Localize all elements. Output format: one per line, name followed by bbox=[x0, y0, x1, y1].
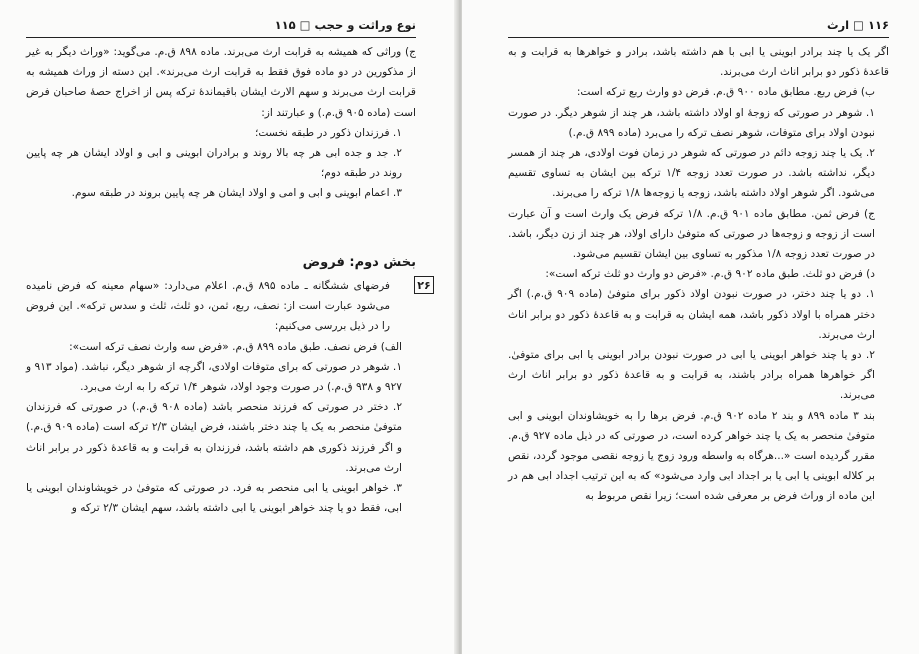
list-item: ۲. دختر در صورتی که فرزند منحصر باشد (ماده ۹۰۸ ق.م.) در صورتی که فرزندان متوفیٰ منحصر به یک یا چند دختر باشند، فرض ایشان ۲/۳ ترکه است (ماده ۹۰۹ ق.م.) و اگر فرزند ذکوری هم داشته باشد، فرزندان به قرابت و به قاعدهٔ ذکور در برابر اناث ارث می‌برند. bbox=[26, 401, 403, 474]
paragraph: فرضهای ششگانه ـ ماده ۸۹۵ ق.م. اعلام می‌دارد: «سهام معینه که فرض نامیده می‌شود عبارت است از: نصف، ربع، ثمن، دو ثلث، ثلث و سدس ترکه». این فروض را در ذیل بررسی می‌کنیم: bbox=[26, 280, 390, 333]
paragraph: الف) فرض نصف. طبق ماده ۸۹۹ ق.م. «فرض سه وارث نصف ترکه است»: bbox=[69, 340, 402, 353]
list-item: ۱. فرزندان ذکور در طبقه نخست؛ bbox=[254, 126, 402, 139]
left-text-bottom bbox=[26, 276, 416, 518]
list-item: ۱. شوهر در صورتی که زوجهٔ او اولاد داشته باشد، هر چند از شوهر دیگر. در صورت نبودن اولاد برای متوفات، شوهر نصف ترکه را می‌برد (ماده ۸۹۹ ق.م.) bbox=[508, 106, 875, 139]
paragraph: ج) فرض ثمن. مطابق ماده ۹۰۱ ق.م. ۱/۸ ترکه فرض یک وارث است و آن عبارت است از زوجه و زوجه‌ها در صورتی که متوفیٰ دارای اولاد، هر چند از زن دیگر، باشد. در صورت تعدد زوجه ۱/۸ مذکور به تساوی بین ایشان تقسیم می‌شود. bbox=[508, 207, 875, 261]
right-text bbox=[508, 42, 889, 507]
header-rule-right bbox=[508, 37, 889, 38]
list-item: ۱. دو یا چند دختر، در صورت نبودن اولاد ذکور برای متوفیٰ (ماده ۹۰۹ ق.م.) اگر دختر همراه با اولاد ذکور باشد، همه ایشان به قرابت و به قاعدهٔ ذکور دو برابر اناث ارث می‌برند. bbox=[508, 288, 875, 341]
paragraph: بند ۳ ماده ۸۹۹ و بند ۲ ماده ۹۰۲ ق.م. فرض برها را به خویشاوندان ابوینی و ابی متوفیٰ منحصر به یک یا چند خواهر کرده است، در صورتی که در ذیل ماده ۹۲۷ ق.م. مقرر گردیده است «...هرگاه به واسطه ورود زوج یا زوجه نقصی موجود گردد، نقص بر کلاله ابوینی یا ابی یا بر اجداد ابی وارد می‌شود» که به این ترتیب اجداد ابی هم در این ماده از وراث فرض بر معرفی شده است؛ زیرا نقص مربوط به bbox=[508, 409, 876, 503]
list-item: ۱. شوهر در صورتی که برای متوفات اولادی، اگرچه از شوهر دیگر، نباشد. (مواد ۹۱۳ و ۹۲۷ و ۹۳۸ ق.م.) در صورت وجود اولاد، شوهر ۱/۴ ترکه را به ارث می‌برد. bbox=[26, 360, 403, 394]
paragraph: د) فرض دو ثلث. طبق ماده ۹۰۲ ق.م. «فرض دو وارث دو ثلث ترکه است»: bbox=[545, 268, 875, 281]
list-item: ۲. جد و جده ابی هر چه بالا روند و برادران ابوینی و ابی و اولاد ایشان هر چه پایین روند در طبقه دوم؛ bbox=[26, 147, 402, 180]
paragraph: اگر یک یا چند برادر ابوینی یا ابی با هم داشته باشد، برادر و خواهرها به قرابت و به قاعدهٔ ذکور دو برابر اناث ارث می‌برند. bbox=[508, 46, 889, 79]
list-item: ۲. یک یا چند زوجه دائم در صورتی که شوهر در زمان فوت اولادی، هر چند از همسر دیگر، نداشته باشد. در صورت تعدد زوجه ۱/۴ ترکه بین ایشان به تساوی تقسیم می‌شود. اگر شوهر اولاد داشته باشد، زوجه یا زوجه‌ها ۱/۸ ترکه را می‌برند. bbox=[508, 147, 875, 200]
right-page bbox=[462, 0, 919, 654]
paragraph: ب) فرض ربع. مطابق ماده ۹۰۰ ق.م. فرض دو وارث ربع ترکه است: bbox=[576, 86, 875, 99]
running-head-left: نوع وراثت و حجب □ ۱۱۵ bbox=[274, 18, 416, 32]
list-item: ۳. اعمام ابوینی و ابی و امی و اولاد ایشان هر چه پایین بروند در طبقه سوم. bbox=[71, 187, 402, 200]
list-item: ۲. دو یا چند خواهر ابوینی یا ابی در صورت نبودن برادر ابوینی یا ابی برای متوفیٰ. اگر خواهرها همراه برادر باشند، به قرابت و به قاعدهٔ ذکور دو برابر اناث ارث می‌برند. bbox=[508, 349, 875, 402]
left-page bbox=[0, 0, 458, 654]
paragraph: ج) وراثی که همیشه به قرابت ارث می‌برند. ماده ۸۹۸ ق.م. می‌گوید: «وراث دیگر به غیر از مذکورین در دو ماده فوق فقط به قرابت ارث می‌برند». این دسته از وراث همیشه به قرابت ارث می‌برند و سهم الارث ایشان باقیماندهٔ ترکه پس از اخراج حصهٔ صاحبان فرض است (ماده ۹۰۵ ق.م.) و عبارتند از: bbox=[26, 46, 416, 119]
list-item: ۳. خواهر ابوینی یا ابی منحصر به فرد. در صورتی که متوفیٰ در خویشاوندان ابوینی یا ابی، فقط دو یا چند خواهر ابوینی یا ابی داشته باشد، سهم ایشان ۲/۳ ترکه و bbox=[26, 482, 402, 515]
left-text-top bbox=[26, 42, 416, 204]
paragraph-number-badge: ۲۶ bbox=[414, 276, 434, 294]
running-head-right: ۱۱۶ □ ارث bbox=[826, 18, 889, 32]
section-title: بخش دوم: فروض bbox=[302, 255, 416, 270]
header-rule-left bbox=[26, 37, 416, 38]
